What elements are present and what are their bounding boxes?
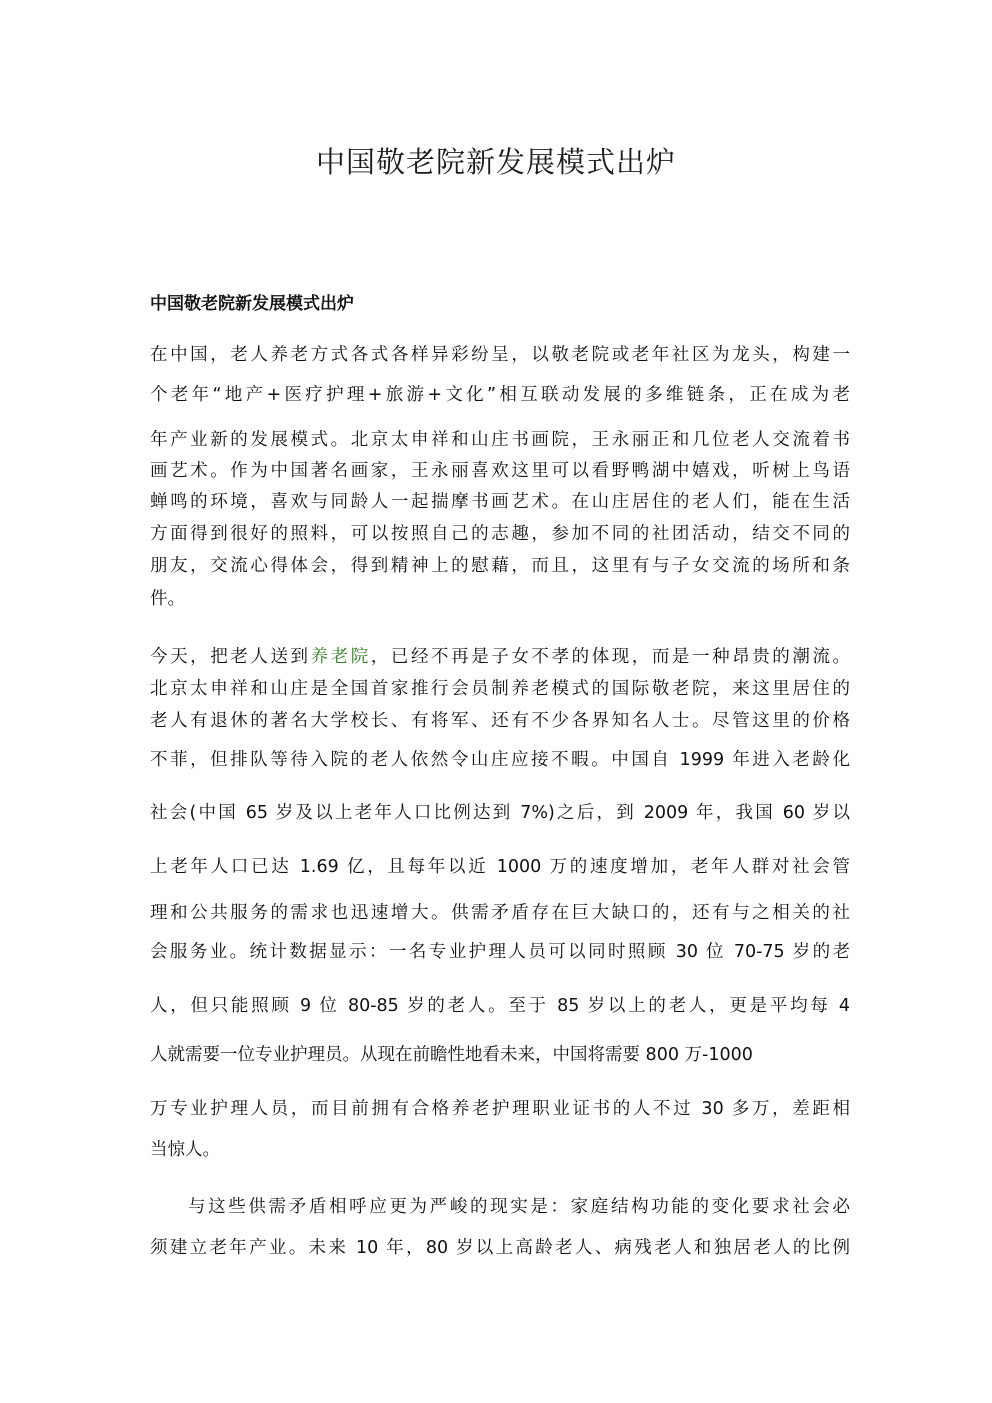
paragraph-1-line: 年产业新的发展模式。北京太申祥和山庄书画院，王永丽正和几位老人交流着书 — [150, 430, 850, 450]
paragraph-2-line: 社会(中国 65 岁及以上老年人口比例达到 7%)之后，到 2009 年，我国 60 岁以 — [150, 803, 850, 823]
paragraph-2-line: 人，但只能照顾 9 位 80-85 岁的老人。至于 85 岁以上的老人，更是平均每 4 — [150, 996, 850, 1016]
paragraph-3-line: 须建立老年产业。未来 10 年，80 岁以上高龄老人、病残老人和独居老人的比例 — [150, 1238, 850, 1258]
paragraph-2-line: 上老年人口已达 1.69 亿，且每年以近 1000 万的速度增加，老年人群对社会管 — [150, 857, 850, 877]
paragraph-2-text: 今天，把老人送到 — [150, 647, 311, 667]
paragraph-1-line: 在中国，老人养老方式各式各样异彩纷呈，以敬老院或老年社区为龙头，构建一 — [150, 345, 850, 365]
paragraph-1-line: 方面得到很好的照料，可以按照自己的志趣，参加不同的社团活动，结交不同的 — [150, 524, 850, 544]
paragraph-1-line: 个老年“地产+医疗护理+旅游+文化”相互联动发展的多维链条，正在成为老 — [150, 385, 850, 405]
paragraph-2-line: 老人有退休的著名大学校长、有将军、还有不少各界知名人士。尽管这里的价格 — [150, 711, 850, 731]
paragraph-2-line: 不菲，但排队等待入院的老人依然令山庄应接不暇。中国自 1999 年进入老龄化 — [150, 750, 850, 770]
paragraph-2-first-line — [150, 645, 850, 669]
paragraph-2-line: 理和公共服务的需求也迅速增大。供需矛盾存在巨大缺口的，还有与之相关的社 — [150, 903, 850, 923]
paragraph-2-line: 会服务业。统计数据显示：一名专业护理人员可以同时照顾 30 位 70-75 岁的老 — [150, 942, 850, 962]
paragraph-1-line: 件。 — [150, 589, 185, 609]
paragraph-1-line: 蝉鸣的环境，喜欢与同龄人一起揣摩书画艺术。在山庄居住的老人们，能在生活 — [150, 492, 850, 512]
section-heading: 中国敬老院新发展模式出炉 — [150, 294, 354, 314]
paragraph-3-line: 与这些供需矛盾相呼应更为严峻的现实是：家庭结构功能的变化要求社会必 — [188, 1197, 850, 1217]
paragraph-2-line: 人就需要一位专业护理员。从现在前瞻性地看未来，中国将需要 800 万-1000 — [150, 1045, 753, 1065]
paragraph-1-line: 朋友，交流心得体会，得到精神上的慰藉，而且，这里有与子女交流的场所和条 — [150, 556, 850, 576]
paragraph-2-line: 当惊人。 — [150, 1140, 220, 1160]
paragraph-2-line: 北京太申祥和山庄是全国首家推行会员制养老模式的国际敬老院，来这里居住的 — [150, 679, 850, 699]
nursing-home-link[interactable]: 养老院 — [310, 647, 371, 667]
paragraph-2-text: ，已经不再是子女不孝的体现，而是一种昂贵的潮流。 — [370, 647, 851, 667]
paragraph-1-line: 画艺术。作为中国著名画家，王永丽喜欢这里可以看野鸭湖中嬉戏，听树上鸟语 — [150, 461, 850, 481]
document-title: 中国敬老院新发展模式出炉 — [315, 145, 676, 179]
paragraph-2-line: 万专业护理人员，而目前拥有合格养老护理职业证书的人不过 30 多万，差距相 — [150, 1099, 850, 1119]
